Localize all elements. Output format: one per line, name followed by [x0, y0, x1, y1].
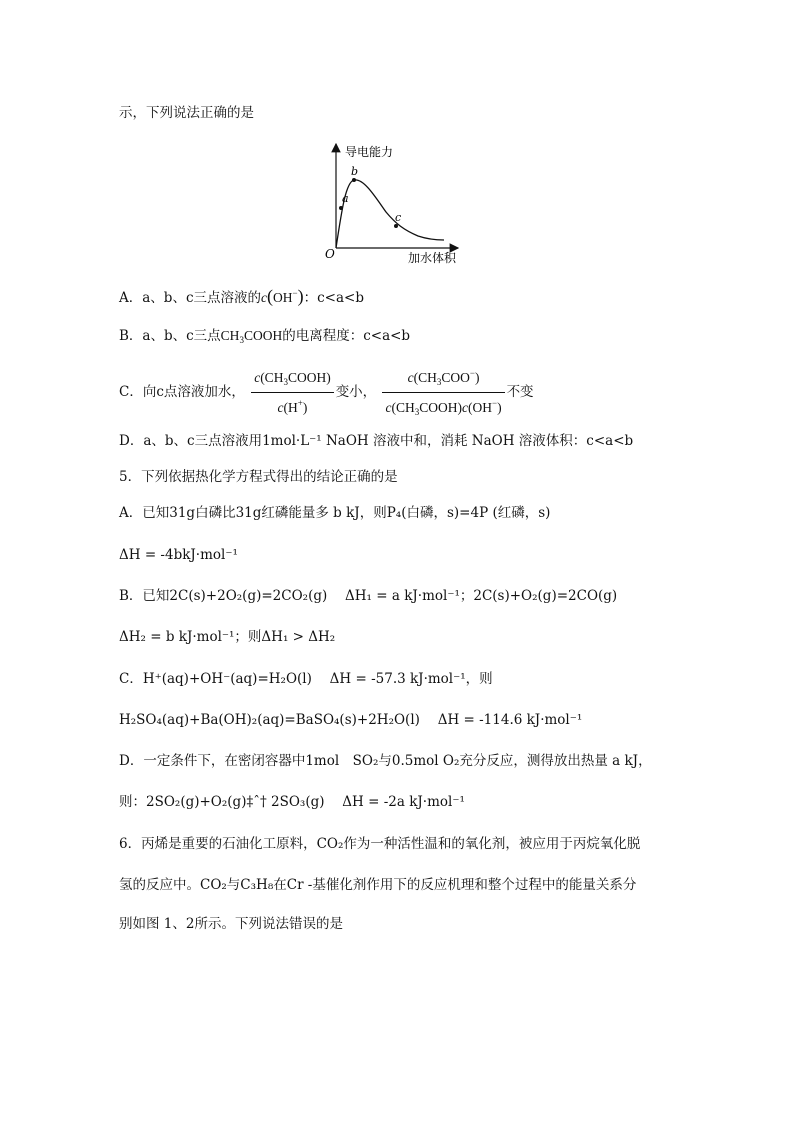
label-a: a [342, 192, 349, 205]
q4-option-a: A．a、b、c三点溶液的c(OH−)：c<a<b [119, 286, 364, 306]
intro-line: 示，下列说法正确的是 [119, 105, 254, 121]
q5-stem: 5．下列依据热化学方程式得出的结论正确的是 [119, 469, 398, 485]
origin-label: O [325, 247, 335, 261]
q5-option-b-line2: ΔH₂ = b kJ·mol⁻¹；则ΔH₁ > ΔH₂ [119, 629, 336, 645]
conductivity-graph [320, 138, 470, 268]
fraction-1: $\frac{c(CH_3COOH)}{c(H^+)}$ [251, 369, 334, 417]
x-axis-label: 加水体积 [408, 251, 457, 265]
q4-option-b: B．a、b、c三点$CH_3COOH$的电离程度：c<a<b [119, 328, 411, 345]
label-c: c [395, 211, 402, 224]
q6-stem-line3: 别如图 1、2所示。下列说法错误的是 [119, 916, 343, 932]
q5-option-b-line1: B．已知2C(s)+2O₂(g)=2CO₂(g) ΔH₁ = a kJ·mol⁻¹；2C(s)+O₂(g)=2CO(g) [119, 588, 618, 604]
fraction-2: $\frac{c(CH_3COO^-)}{c(CH_3COOH)c(OH^-)}$ [382, 364, 504, 421]
q5-option-a-line2: ΔH = -4bkJ·mol⁻¹ [119, 547, 238, 563]
q4-option-d: D．a、b、c三点溶液用1mol·L⁻¹ NaOH 溶液中和，消耗 NaOH 溶液体积：c<a<b [119, 433, 634, 449]
q5-option-c-line2: H₂SO₄(aq)+Ba(OH)₂(aq)=BaSO₄(s)+2H₂O(l) ΔH = -114.6 kJ·mol⁻¹ [119, 712, 583, 728]
q5-option-c-line1: C．H⁺(aq)+OH⁻(aq)=H₂O(l) ΔH = -57.3 kJ·mol⁻¹，则 [119, 671, 493, 687]
q5-option-d-line1: D．一定条件下，在密闭容器中1mol SO₂与0.5mol O₂充分反应，测得放出热量 a kJ， [119, 753, 652, 769]
label-b: b [351, 165, 359, 178]
q5-option-d-line2: 则：2SO₂(g)+O₂(g)‡ˆ† 2SO₃(g) ΔH = -2a kJ·mol⁻¹ [119, 794, 465, 810]
q6-stem-line1: 6．丙烯是重要的石油化工原料，CO₂作为一种活性温和的氧化剂，被应用于丙烷氧化脱 [119, 836, 641, 852]
q6-stem-line2: 氢的反应中。CO₂与C₃H₈在Cr -基催化剂作用下的反应机理和整个过程中的能量关系分 [119, 877, 637, 893]
conductivity-curve [336, 180, 444, 248]
point-c [394, 224, 398, 228]
point-a [339, 206, 343, 210]
q5-option-a-line1: A．已知31g白磷比31g红磷能量多 b kJ，则P₄(白磷，s)=4P (红磷，s) [119, 505, 551, 521]
q4-option-c: C．向c点溶液加水， $\frac{c(CH_3COOH)}{c(H^+)}$ 变小， $\frac{c(CH_3COO^-)}{c(CH_3COOH)c(OH^-)}$ 不变 [119, 364, 534, 421]
y-axis-label: 导电能力 [345, 145, 394, 159]
point-b [352, 178, 356, 182]
